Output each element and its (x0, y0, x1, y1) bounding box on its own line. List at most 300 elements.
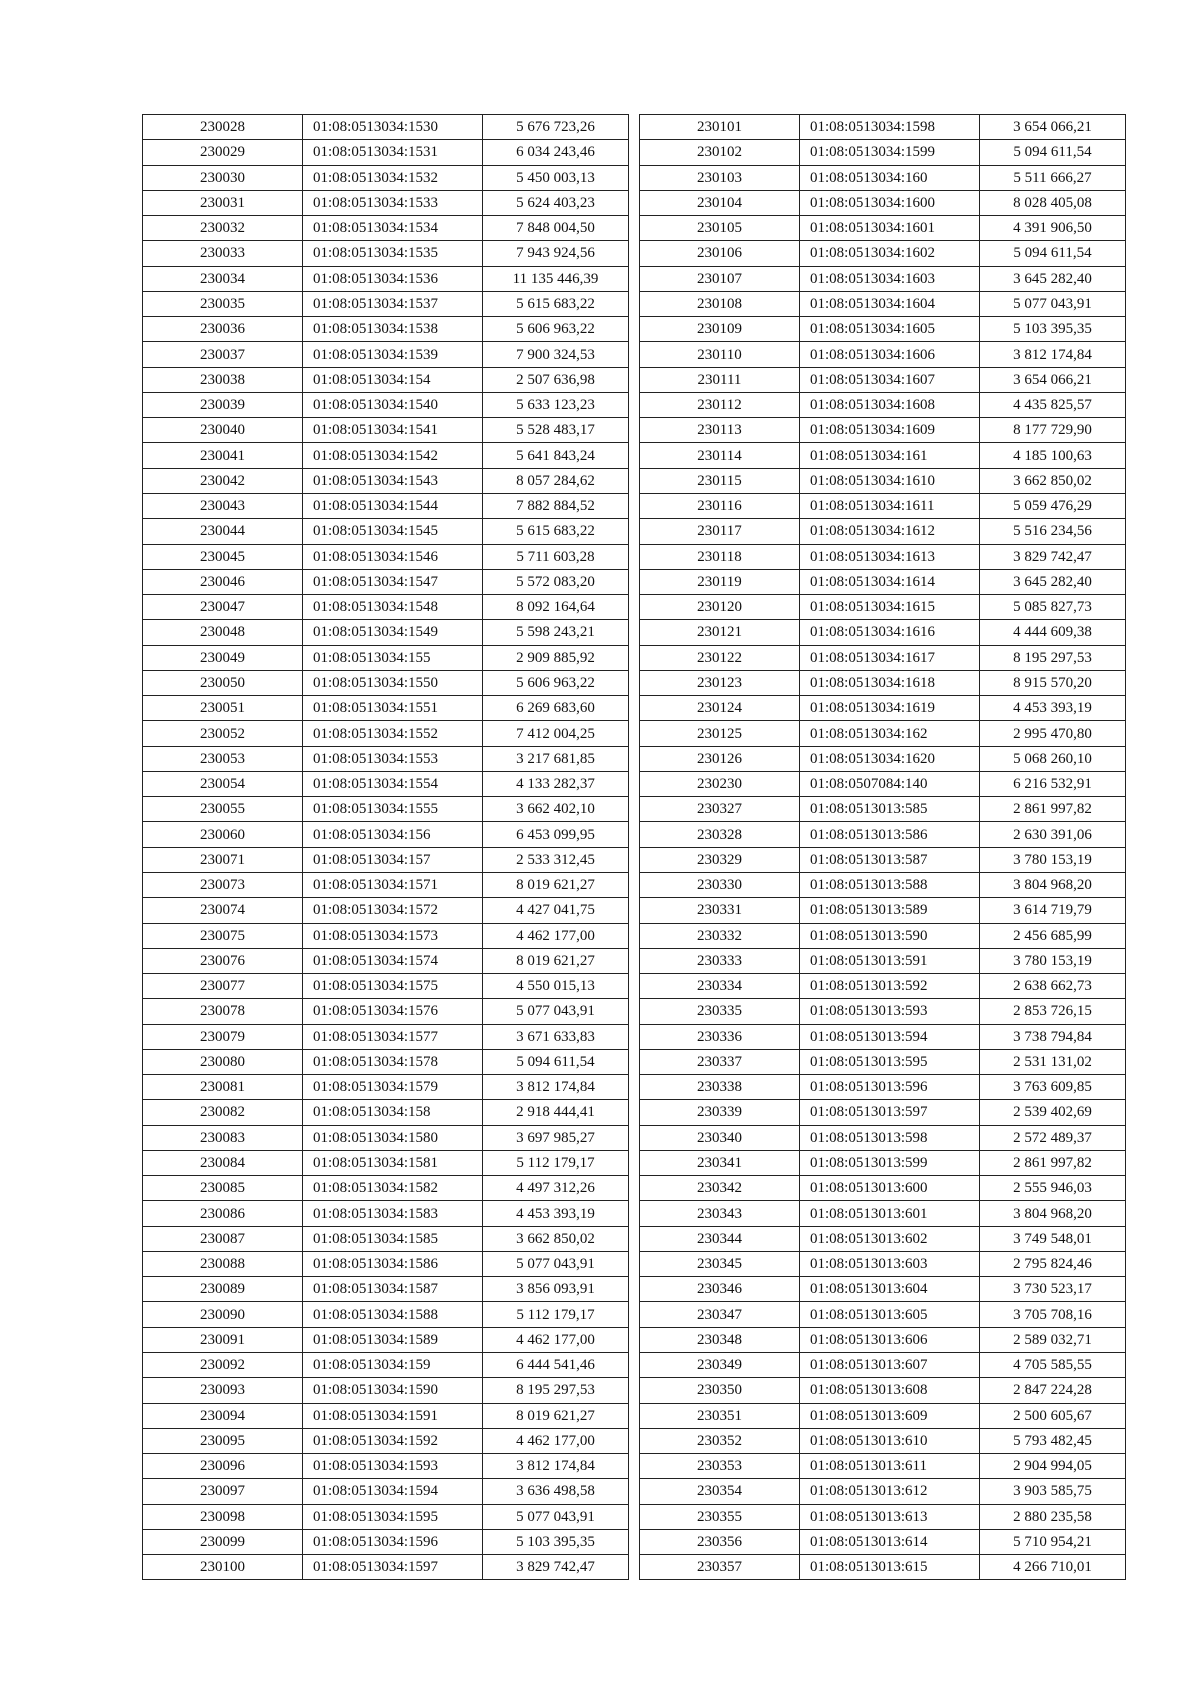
row-id-cell: 230086 (143, 1201, 303, 1226)
cadastral-number-cell: 01:08:0513034:1600 (800, 190, 980, 215)
table-row (640, 595, 1126, 620)
cadastral-number-cell: 01:08:0513034:1592 (303, 1428, 483, 1453)
row-id-cell: 230034 (143, 266, 303, 291)
cadastral-value-cell: 5 103 395,35 (980, 317, 1126, 342)
row-id-cell: 230114 (640, 443, 800, 468)
cadastral-value-cell: 2 638 662,73 (980, 974, 1126, 999)
row-id-cell: 230107 (640, 266, 800, 291)
cadastral-value-cell: 4 705 585,55 (980, 1353, 1126, 1378)
table-row (143, 1100, 629, 1125)
table-row (143, 1428, 629, 1453)
cadastral-value-cell: 6 453 099,95 (483, 822, 629, 847)
table-row (640, 1075, 1126, 1100)
row-id-cell: 230104 (640, 190, 800, 215)
cadastral-table-left (142, 114, 629, 1580)
table-row (143, 1327, 629, 1352)
row-id-cell: 230097 (143, 1479, 303, 1504)
cadastral-value-cell: 2 847 224,28 (980, 1378, 1126, 1403)
table-row (640, 670, 1126, 695)
cadastral-number-cell: 01:08:0513034:1599 (800, 140, 980, 165)
row-id-cell: 230347 (640, 1302, 800, 1327)
row-id-cell: 230089 (143, 1277, 303, 1302)
table-body (143, 115, 629, 1580)
table-row (143, 1125, 629, 1150)
cadastral-number-cell: 01:08:0513013:614 (800, 1529, 980, 1554)
cadastral-number-cell: 01:08:0513034:1589 (303, 1327, 483, 1352)
row-id-cell: 230118 (640, 544, 800, 569)
cadastral-value-cell: 5 710 954,21 (980, 1529, 1126, 1554)
table-row (640, 1100, 1126, 1125)
table-row (143, 569, 629, 594)
cadastral-value-cell: 5 615 683,22 (483, 519, 629, 544)
row-id-cell: 230050 (143, 670, 303, 695)
cadastral-number-cell: 01:08:0513034:1531 (303, 140, 483, 165)
cadastral-number-cell: 01:08:0513034:1616 (800, 620, 980, 645)
cadastral-number-cell: 01:08:0513034:1602 (800, 241, 980, 266)
cadastral-number-cell: 01:08:0513013:592 (800, 974, 980, 999)
table-row (640, 519, 1126, 544)
table-row (640, 822, 1126, 847)
row-id-cell: 230035 (143, 291, 303, 316)
cadastral-value-cell: 4 266 710,01 (980, 1555, 1126, 1580)
row-id-cell: 230099 (143, 1529, 303, 1554)
table-row (143, 771, 629, 796)
table-row (640, 291, 1126, 316)
row-id-cell: 230336 (640, 1024, 800, 1049)
table-row (143, 645, 629, 670)
row-id-cell: 230074 (143, 898, 303, 923)
row-id-cell: 230113 (640, 418, 800, 443)
cadastral-value-cell: 5 068 260,10 (980, 746, 1126, 771)
table-row (143, 620, 629, 645)
cadastral-value-cell: 2 861 997,82 (980, 1150, 1126, 1175)
table-row (143, 1176, 629, 1201)
table-row (143, 948, 629, 973)
row-id-cell: 230044 (143, 519, 303, 544)
row-id-cell: 230054 (143, 771, 303, 796)
table-row (143, 1529, 629, 1554)
cadastral-number-cell: 01:08:0513034:1545 (303, 519, 483, 544)
row-id-cell: 230098 (143, 1504, 303, 1529)
cadastral-number-cell: 01:08:0513034:157 (303, 847, 483, 872)
row-id-cell: 230342 (640, 1176, 800, 1201)
cadastral-value-cell: 5 511 666,27 (980, 165, 1126, 190)
table-row (143, 1403, 629, 1428)
cadastral-number-cell: 01:08:0513034:1573 (303, 923, 483, 948)
cadastral-value-cell: 5 641 843,24 (483, 443, 629, 468)
cadastral-value-cell: 5 077 043,91 (980, 291, 1126, 316)
table-row (143, 670, 629, 695)
cadastral-number-cell: 01:08:0513034:1547 (303, 569, 483, 594)
cadastral-value-cell: 4 497 312,26 (483, 1176, 629, 1201)
cadastral-number-cell: 01:08:0513034:1598 (800, 115, 980, 140)
table-row (143, 367, 629, 392)
table-row (640, 923, 1126, 948)
cadastral-number-cell: 01:08:0513034:1601 (800, 216, 980, 241)
table-row (640, 872, 1126, 897)
row-id-cell: 230125 (640, 721, 800, 746)
cadastral-number-cell: 01:08:0513034:1546 (303, 544, 483, 569)
cadastral-number-cell: 01:08:0513034:1549 (303, 620, 483, 645)
row-id-cell: 230073 (143, 872, 303, 897)
row-id-cell: 230036 (143, 317, 303, 342)
table-row (143, 1378, 629, 1403)
row-id-cell: 230356 (640, 1529, 800, 1554)
cadastral-number-cell: 01:08:0513034:1607 (800, 367, 980, 392)
row-id-cell: 230045 (143, 544, 303, 569)
row-id-cell: 230351 (640, 1403, 800, 1428)
cadastral-number-cell: 01:08:0513034:1609 (800, 418, 980, 443)
cadastral-number-cell: 01:08:0513034:1613 (800, 544, 980, 569)
cadastral-value-cell: 3 738 794,84 (980, 1024, 1126, 1049)
table-row (640, 241, 1126, 266)
table-row (143, 822, 629, 847)
table-row (640, 746, 1126, 771)
cadastral-value-cell: 4 550 015,13 (483, 974, 629, 999)
row-id-cell: 230041 (143, 443, 303, 468)
cadastral-number-cell: 01:08:0513034:1582 (303, 1176, 483, 1201)
cadastral-value-cell: 3 654 066,21 (980, 367, 1126, 392)
cadastral-number-cell: 01:08:0513013:603 (800, 1251, 980, 1276)
row-id-cell: 230032 (143, 216, 303, 241)
cadastral-value-cell: 7 943 924,56 (483, 241, 629, 266)
table-row (143, 1302, 629, 1327)
table-row (640, 1529, 1126, 1554)
row-id-cell: 230100 (143, 1555, 303, 1580)
cadastral-value-cell: 4 453 393,19 (980, 696, 1126, 721)
table-row (143, 418, 629, 443)
table-row (640, 569, 1126, 594)
cadastral-value-cell: 5 094 611,54 (483, 1049, 629, 1074)
cadastral-number-cell: 01:08:0513013:597 (800, 1100, 980, 1125)
cadastral-value-cell: 8 019 621,27 (483, 1403, 629, 1428)
table-row (143, 923, 629, 948)
cadastral-number-cell: 01:08:0513034:1581 (303, 1150, 483, 1175)
cadastral-value-cell: 4 462 177,00 (483, 923, 629, 948)
row-id-cell: 230060 (143, 822, 303, 847)
row-id-cell: 230049 (143, 645, 303, 670)
cadastral-value-cell: 5 085 827,73 (980, 595, 1126, 620)
cadastral-value-cell: 3 829 742,47 (980, 544, 1126, 569)
row-id-cell: 230349 (640, 1353, 800, 1378)
cadastral-number-cell: 01:08:0513034:1597 (303, 1555, 483, 1580)
table-row (640, 1226, 1126, 1251)
table-row (640, 115, 1126, 140)
table-row (640, 999, 1126, 1024)
row-id-cell: 230101 (640, 115, 800, 140)
cadastral-number-cell: 01:08:0513013:609 (800, 1403, 980, 1428)
row-id-cell: 230344 (640, 1226, 800, 1251)
row-id-cell: 230106 (640, 241, 800, 266)
cadastral-number-cell: 01:08:0513034:1530 (303, 115, 483, 140)
row-id-cell: 230126 (640, 746, 800, 771)
table-row (143, 468, 629, 493)
cadastral-value-cell: 2 909 885,92 (483, 645, 629, 670)
table-row (143, 165, 629, 190)
table-row (143, 1555, 629, 1580)
table-row (143, 1226, 629, 1251)
cadastral-value-cell: 3 662 402,10 (483, 797, 629, 822)
cadastral-value-cell: 8 177 729,90 (980, 418, 1126, 443)
cadastral-number-cell: 01:08:0513034:1543 (303, 468, 483, 493)
row-id-cell: 230092 (143, 1353, 303, 1378)
row-id-cell: 230071 (143, 847, 303, 872)
table-row (143, 847, 629, 872)
row-id-cell: 230085 (143, 1176, 303, 1201)
table-row (143, 190, 629, 215)
row-id-cell: 230120 (640, 595, 800, 620)
row-id-cell: 230357 (640, 1555, 800, 1580)
cadastral-number-cell: 01:08:0513034:1555 (303, 797, 483, 822)
table-row (143, 342, 629, 367)
table-row (143, 999, 629, 1024)
table-row (143, 1454, 629, 1479)
table-row (143, 696, 629, 721)
table-row (143, 872, 629, 897)
row-id-cell: 230111 (640, 367, 800, 392)
row-id-cell: 230076 (143, 948, 303, 973)
cadastral-value-cell: 3 654 066,21 (980, 115, 1126, 140)
cadastral-number-cell: 01:08:0513034:1544 (303, 493, 483, 518)
cadastral-number-cell: 01:08:0513034:1608 (800, 392, 980, 417)
cadastral-number-cell: 01:08:0513034:1554 (303, 771, 483, 796)
cadastral-number-cell: 01:08:0513034:1579 (303, 1075, 483, 1100)
cadastral-value-cell: 5 793 482,45 (980, 1428, 1126, 1453)
cadastral-number-cell: 01:08:0513034:1614 (800, 569, 980, 594)
row-id-cell: 230329 (640, 847, 800, 872)
row-id-cell: 230051 (143, 696, 303, 721)
table-row (640, 392, 1126, 417)
table-row (640, 1353, 1126, 1378)
table-row (640, 1125, 1126, 1150)
cadastral-value-cell: 3 804 968,20 (980, 872, 1126, 897)
table-row (640, 1479, 1126, 1504)
table-row (640, 342, 1126, 367)
table-row (640, 1024, 1126, 1049)
cadastral-value-cell: 5 606 963,22 (483, 317, 629, 342)
cadastral-value-cell: 5 094 611,54 (980, 241, 1126, 266)
table-row (640, 367, 1126, 392)
table-row (640, 797, 1126, 822)
table-row (143, 595, 629, 620)
cadastral-value-cell: 3 697 985,27 (483, 1125, 629, 1150)
cadastral-value-cell: 4 427 041,75 (483, 898, 629, 923)
cadastral-number-cell: 01:08:0513034:1590 (303, 1378, 483, 1403)
table-row (640, 1277, 1126, 1302)
cadastral-value-cell: 5 711 603,28 (483, 544, 629, 569)
cadastral-value-cell: 2 500 605,67 (980, 1403, 1126, 1428)
cadastral-number-cell: 01:08:0513034:154 (303, 367, 483, 392)
cadastral-number-cell: 01:08:0513013:602 (800, 1226, 980, 1251)
cadastral-value-cell: 5 615 683,22 (483, 291, 629, 316)
row-id-cell: 230108 (640, 291, 800, 316)
row-id-cell: 230327 (640, 797, 800, 822)
row-id-cell: 230352 (640, 1428, 800, 1453)
cadastral-number-cell: 01:08:0513013:594 (800, 1024, 980, 1049)
cadastral-value-cell: 2 795 824,46 (980, 1251, 1126, 1276)
cadastral-number-cell: 01:08:0513034:1541 (303, 418, 483, 443)
table-row (640, 165, 1126, 190)
table-row (640, 1201, 1126, 1226)
row-id-cell: 230030 (143, 165, 303, 190)
cadastral-number-cell: 01:08:0513034:1537 (303, 291, 483, 316)
table-row (143, 1150, 629, 1175)
table-row (640, 847, 1126, 872)
cadastral-number-cell: 01:08:0513034:1548 (303, 595, 483, 620)
row-id-cell: 230112 (640, 392, 800, 417)
cadastral-value-cell: 5 059 476,29 (980, 493, 1126, 518)
cadastral-value-cell: 2 539 402,69 (980, 1100, 1126, 1125)
row-id-cell: 230079 (143, 1024, 303, 1049)
cadastral-value-cell: 2 456 685,99 (980, 923, 1126, 948)
cadastral-number-cell: 01:08:0513013:607 (800, 1353, 980, 1378)
cadastral-number-cell: 01:08:0513034:1577 (303, 1024, 483, 1049)
table-row (640, 1555, 1126, 1580)
row-id-cell: 230043 (143, 493, 303, 518)
table-row (640, 1454, 1126, 1479)
cadastral-value-cell: 3 903 585,75 (980, 1479, 1126, 1504)
cadastral-value-cell: 3 812 174,84 (980, 342, 1126, 367)
cadastral-number-cell: 01:08:0513013:585 (800, 797, 980, 822)
cadastral-number-cell: 01:08:0513034:1610 (800, 468, 980, 493)
row-id-cell: 230124 (640, 696, 800, 721)
cadastral-number-cell: 01:08:0513034:1583 (303, 1201, 483, 1226)
table-row (143, 493, 629, 518)
row-id-cell: 230338 (640, 1075, 800, 1100)
table-row (143, 443, 629, 468)
cadastral-value-cell: 6 269 683,60 (483, 696, 629, 721)
row-id-cell: 230350 (640, 1378, 800, 1403)
cadastral-number-cell: 01:08:0513034:1578 (303, 1049, 483, 1074)
table-row (143, 1479, 629, 1504)
cadastral-value-cell: 2 918 444,41 (483, 1100, 629, 1125)
cadastral-number-cell: 01:08:0513034:156 (303, 822, 483, 847)
cadastral-value-cell: 4 453 393,19 (483, 1201, 629, 1226)
cadastral-number-cell: 01:08:0513034:1535 (303, 241, 483, 266)
table-row (640, 620, 1126, 645)
table-row (640, 1302, 1126, 1327)
table-row (143, 1504, 629, 1529)
table-row (640, 544, 1126, 569)
cadastral-value-cell: 3 812 174,84 (483, 1075, 629, 1100)
row-id-cell: 230337 (640, 1049, 800, 1074)
row-id-cell: 230077 (143, 974, 303, 999)
cadastral-number-cell: 01:08:0513034:1606 (800, 342, 980, 367)
cadastral-value-cell: 8 195 297,53 (980, 645, 1126, 670)
table-row (640, 140, 1126, 165)
cadastral-value-cell: 2 589 032,71 (980, 1327, 1126, 1352)
cadastral-number-cell: 01:08:0513013:612 (800, 1479, 980, 1504)
table-row (143, 115, 629, 140)
cadastral-number-cell: 01:08:0513013:599 (800, 1150, 980, 1175)
table-row (143, 898, 629, 923)
row-id-cell: 230093 (143, 1378, 303, 1403)
cadastral-number-cell: 01:08:0513034:1615 (800, 595, 980, 620)
row-id-cell: 230038 (143, 367, 303, 392)
cadastral-value-cell: 3 812 174,84 (483, 1454, 629, 1479)
row-id-cell: 230346 (640, 1277, 800, 1302)
row-id-cell: 230230 (640, 771, 800, 796)
cadastral-number-cell: 01:08:0513034:1591 (303, 1403, 483, 1428)
row-id-cell: 230109 (640, 317, 800, 342)
row-id-cell: 230330 (640, 872, 800, 897)
cadastral-number-cell: 01:08:0513013:589 (800, 898, 980, 923)
cadastral-value-cell: 3 662 850,02 (483, 1226, 629, 1251)
cadastral-number-cell: 01:08:0513013:591 (800, 948, 980, 973)
row-id-cell: 230048 (143, 620, 303, 645)
row-id-cell: 230331 (640, 898, 800, 923)
cadastral-value-cell: 5 633 123,23 (483, 392, 629, 417)
cadastral-value-cell: 3 749 548,01 (980, 1226, 1126, 1251)
table-row (143, 241, 629, 266)
table-row (143, 140, 629, 165)
row-id-cell: 230340 (640, 1125, 800, 1150)
cadastral-number-cell: 01:08:0513013:615 (800, 1555, 980, 1580)
cadastral-value-cell: 2 880 235,58 (980, 1504, 1126, 1529)
table-row (640, 645, 1126, 670)
row-id-cell: 230121 (640, 620, 800, 645)
cadastral-value-cell: 5 077 043,91 (483, 1504, 629, 1529)
cadastral-value-cell: 3 804 968,20 (980, 1201, 1126, 1226)
row-id-cell: 230040 (143, 418, 303, 443)
cadastral-value-cell: 2 507 636,98 (483, 367, 629, 392)
table-row (640, 948, 1126, 973)
cadastral-number-cell: 01:08:0513034:1617 (800, 645, 980, 670)
row-id-cell: 230353 (640, 1454, 800, 1479)
row-id-cell: 230091 (143, 1327, 303, 1352)
cadastral-value-cell: 2 861 997,82 (980, 797, 1126, 822)
cadastral-number-cell: 01:08:0513034:158 (303, 1100, 483, 1125)
table-row (143, 721, 629, 746)
table-row (640, 216, 1126, 241)
table-row (640, 1251, 1126, 1276)
table-row (640, 1150, 1126, 1175)
row-id-cell: 230332 (640, 923, 800, 948)
cadastral-number-cell: 01:08:0513034:1603 (800, 266, 980, 291)
cadastral-value-cell: 5 077 043,91 (483, 1251, 629, 1276)
cadastral-number-cell: 01:08:0513013:598 (800, 1125, 980, 1150)
cadastral-value-cell: 8 915 570,20 (980, 670, 1126, 695)
cadastral-value-cell: 11 135 446,39 (483, 266, 629, 291)
row-id-cell: 230080 (143, 1049, 303, 1074)
cadastral-number-cell: 01:08:0513034:1605 (800, 317, 980, 342)
cadastral-value-cell: 8 195 297,53 (483, 1378, 629, 1403)
cadastral-number-cell: 01:08:0513034:1588 (303, 1302, 483, 1327)
table-row (143, 1353, 629, 1378)
cadastral-number-cell: 01:08:0513013:586 (800, 822, 980, 847)
row-id-cell: 230115 (640, 468, 800, 493)
cadastral-value-cell: 3 645 282,40 (980, 569, 1126, 594)
cadastral-value-cell: 4 185 100,63 (980, 443, 1126, 468)
cadastral-value-cell: 2 555 946,03 (980, 1176, 1126, 1201)
cadastral-number-cell: 01:08:0513034:1618 (800, 670, 980, 695)
cadastral-value-cell: 3 662 850,02 (980, 468, 1126, 493)
cadastral-number-cell: 01:08:0513013:601 (800, 1201, 980, 1226)
cadastral-value-cell: 2 572 489,37 (980, 1125, 1126, 1150)
cadastral-number-cell: 01:08:0513034:1595 (303, 1504, 483, 1529)
cadastral-number-cell: 01:08:0513034:1594 (303, 1479, 483, 1504)
cadastral-number-cell: 01:08:0513034:1576 (303, 999, 483, 1024)
cadastral-value-cell: 3 217 681,85 (483, 746, 629, 771)
cadastral-value-cell: 8 019 621,27 (483, 948, 629, 973)
table-row (143, 974, 629, 999)
table-row (640, 696, 1126, 721)
cadastral-value-cell: 3 856 093,91 (483, 1277, 629, 1302)
row-id-cell: 230102 (640, 140, 800, 165)
cadastral-value-cell: 2 995 470,80 (980, 721, 1126, 746)
cadastral-number-cell: 01:08:0513034:1552 (303, 721, 483, 746)
cadastral-value-cell: 4 391 906,50 (980, 216, 1126, 241)
